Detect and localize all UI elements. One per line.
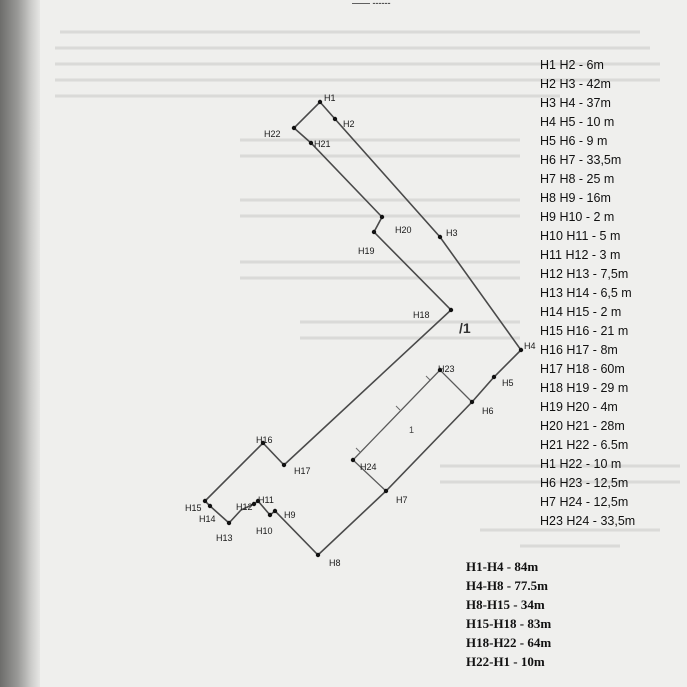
inner-parcel-number-mark: 1 [409,425,415,435]
segment-length-item: H6 H7 - 33,5m [540,153,622,167]
label-H17: H17 [294,466,311,476]
label-H18: H18 [413,310,430,320]
segment-length-item: H19 H20 - 4m [540,400,618,414]
side-total-item: H22-H1 - 10m [466,654,545,669]
label-H1: H1 [324,93,336,103]
segment-length-item: H5 H6 - 9 m [540,134,608,148]
label-H22: H22 [264,129,281,139]
label-H9: H9 [284,510,296,520]
segment-length-item: H2 H3 - 42m [540,77,611,91]
segment-length-item: H17 H18 - 60m [540,362,625,376]
segment-length-item: H4 H5 - 10 m [540,115,615,129]
segment-length-item: H12 H13 - 7,5m [540,267,629,281]
stray-header-text: —— ------ [352,0,391,8]
label-H24: H24 [360,462,377,472]
label-H15: H15 [185,503,202,513]
segment-length-item: H14 H15 - 2 m [540,305,622,319]
label-H11: H11 [258,495,274,505]
label-H6: H6 [482,406,494,416]
segment-length-item: H9 H10 - 2 m [540,210,615,224]
parcel-number-mark: /1 [459,320,471,336]
label-H5: H5 [502,378,514,388]
side-total-item: H1-H4 - 84m [466,559,539,574]
segment-length-item: H13 H14 - 6,5 m [540,286,632,300]
label-H8: H8 [329,558,341,568]
label-H20: H20 [395,225,412,235]
label-H19: H19 [358,246,375,256]
label-H3: H3 [446,228,458,238]
segment-length-item: H1 H2 - 6m [540,58,604,72]
segment-length-item: H7 H24 - 12,5m [540,495,629,509]
parcel-boundary [205,102,521,555]
side-totals-list [466,557,551,671]
segment-length-item: H6 H23 - 12,5m [540,476,629,490]
segment-lengths-list [540,56,635,531]
segment-length-item: H11 H12 - 3 m [540,248,621,262]
label-H14: H14 [199,514,216,524]
segment-length-item: H15 H16 - 21 m [540,324,629,338]
label-H4: H4 [524,341,536,351]
side-total-item: H18-H22 - 64m [466,635,552,650]
side-total-item: H4-H8 - 77.5m [466,578,548,593]
label-H7: H7 [396,495,408,505]
segment-length-item: H21 H22 - 6.5m [540,438,629,452]
label-H2: H2 [343,119,355,129]
segment-length-item: H16 H17 - 8m [540,343,618,357]
label-H21: H21 [314,139,331,149]
label-H13: H13 [216,533,233,543]
side-total-item: H15-H18 - 83m [466,616,552,631]
label-H12: H12 [236,502,253,512]
segment-length-item: H3 H4 - 37m [540,96,611,110]
segment-length-item: H1 H22 - 10 m [540,457,622,471]
segment-length-item: H18 H19 - 29 m [540,381,629,395]
label-H10: H10 [256,526,273,536]
segment-length-item: H20 H21 - 28m [540,419,625,433]
label-H23: H23 [438,364,455,374]
segment-length-item: H7 H8 - 25 m [540,172,615,186]
vertex-markers [203,100,523,557]
side-total-item: H8-H15 - 34m [466,597,545,612]
label-H16: H16 [256,435,273,445]
segment-length-item: H23 H24 - 33,5m [540,514,636,528]
segment-length-item: H10 H11 - 5 m [540,229,621,243]
segment-length-item: H8 H9 - 16m [540,191,611,205]
